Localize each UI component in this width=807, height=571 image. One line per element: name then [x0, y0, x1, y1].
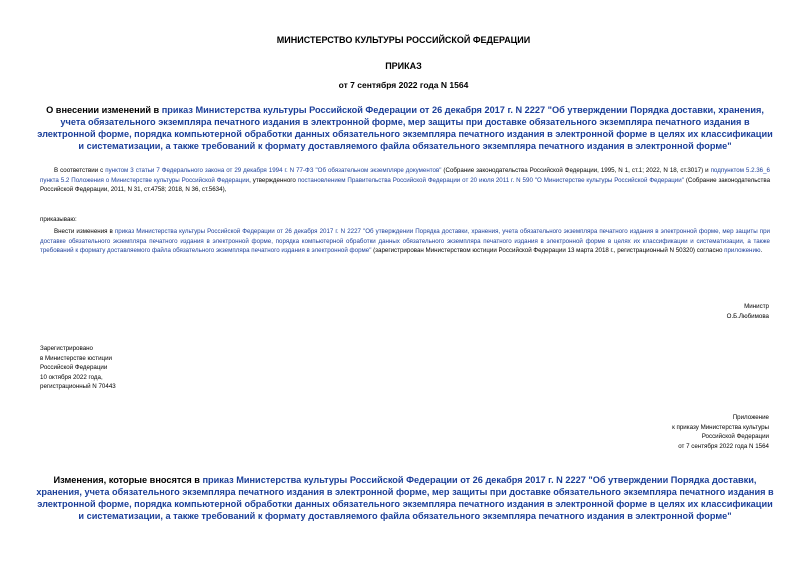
preamble-text-1: В соответствии с: [54, 167, 106, 174]
order-title-prefix: О внесении изменений в: [46, 105, 162, 115]
appendix-link[interactable]: приложению: [724, 247, 761, 255]
appendix-line-1: Приложение: [732, 414, 769, 421]
registration-line-1: Зарегистрировано: [40, 345, 93, 352]
signatory-name: О.Б.Любимова: [726, 312, 769, 320]
signature-block: [727, 302, 769, 321]
preamble-text-3: , утвержденного: [249, 176, 298, 184]
appendix-header: [672, 413, 769, 451]
body-text-2: (зарегистрирован Министерством юстиции Российской Федерации 13 марта 2018 г., регистрационный N 50320) согласно: [371, 247, 725, 255]
amended-order-link[interactable]: приказ Министерства культуры Российской Федерации от 26 декабря 2017 г. N 2227 "Об утверждении Порядка доставки, хранения, учета обязательного экземпляра печатного издания в электронной форме, мер защиты при доставке обязательного экземпляра печатного издания в электронной форме, порядка компьютерной обработки данных обязательного экземпляра печатного издания в электронной форме в целях их классификации и систематизации, а также требований к формату доставляемого файла обязательного экземпляра печатного издания в электронной форме": [40, 228, 770, 255]
registration-line-3: Российской Федерации: [40, 364, 108, 372]
registration-line-4: 10 октября 2022 года,: [40, 373, 103, 381]
decreed-label: приказываю:: [40, 216, 77, 223]
federal-law-link[interactable]: пунктом 3 статьи 7 Федерального закона от 29 декабря 1994 г. N 77-ФЗ "Об обязательном экземпляре документов": [105, 167, 442, 174]
preamble-paragraph: [40, 166, 770, 195]
order-title: [36, 104, 774, 152]
preamble-text-4: (Собрание законодательства Российской Федерации, 2011, N 31, ст.4758; 2018, N 36, ст.5634),: [40, 176, 771, 194]
appendix-line-3: Российской Федерации: [701, 433, 769, 441]
regulation-subpoint-link[interactable]: подпунктом 5.2.36_6 пункта 5.2 Положения о Министерстве культуры Российской Федерации: [40, 167, 770, 184]
body-text-1: Внести изменения в: [54, 228, 115, 235]
order-body-paragraph: [40, 227, 770, 256]
order-title-link[interactable]: приказ Министерства культуры Российской Федерации от 26 декабря 2017 г. N 2227 "Об утверждении Порядка доставки, хранения, учета обязательного экземпляра печатного издания в электронной форме, мер защиты при доставке обязательного экземпляра печатного издания в электронной форме, порядка компьютерной обработки данных обязательного экземпляра печатного издания в электронной форме в целях их классификации и систематизации, а также требований к формату доставляемого файла обязательного экземпляра печатного издания в электронной форме": [37, 105, 773, 151]
registration-line-5: регистрационный N 70443: [40, 383, 116, 391]
appendix-line-2: к приказу Министерства культуры: [672, 423, 769, 431]
signatory-position: Министр: [744, 303, 769, 310]
order-date-number: от 7 сентября 2022 года N 1564: [338, 80, 469, 90]
registration-block: [40, 344, 116, 392]
changes-title-prefix: Изменения, которые вносятся в: [53, 475, 203, 485]
ministry-heading: МИНИСТЕРСТВО КУЛЬТУРЫ РОССИЙСКОЙ ФЕДЕРАЦИИ: [276, 35, 531, 45]
body-text-3: .: [760, 247, 763, 255]
preamble-text-2: (Собрание законодательства Российской Федерации, 1995, N 1, ст.1; 2022, N 18, ст.3017) и: [441, 167, 711, 174]
government-decree-link[interactable]: постановлением Правительства Российской Федерации от 20 июля 2011 г. N 590 "О Министерстве культуры Российской Федерации": [297, 176, 684, 184]
appendix-line-4: от 7 сентября 2022 года N 1564: [678, 442, 769, 450]
registration-line-2: в Министерстве юстиции: [40, 354, 113, 362]
changes-title: [36, 474, 774, 522]
changes-title-link[interactable]: приказ Министерства культуры Российской Федерации от 26 декабря 2017 г. N 2227 "Об утверждении Порядка доставки, хранения, учета обязательного экземпляра печатного издания в электронной форме, мер защиты при доставке обязательного экземпляра печатного издания в электронной форме, порядка компьютерной обработки данных обязательного экземпляра печатного издания в электронной форме в целях их классификации и систематизации, а также требований к формату доставляемого файла обязательного экземпляра печатного издания в электронной форме": [36, 475, 774, 521]
document-type: ПРИКАЗ: [385, 61, 422, 71]
